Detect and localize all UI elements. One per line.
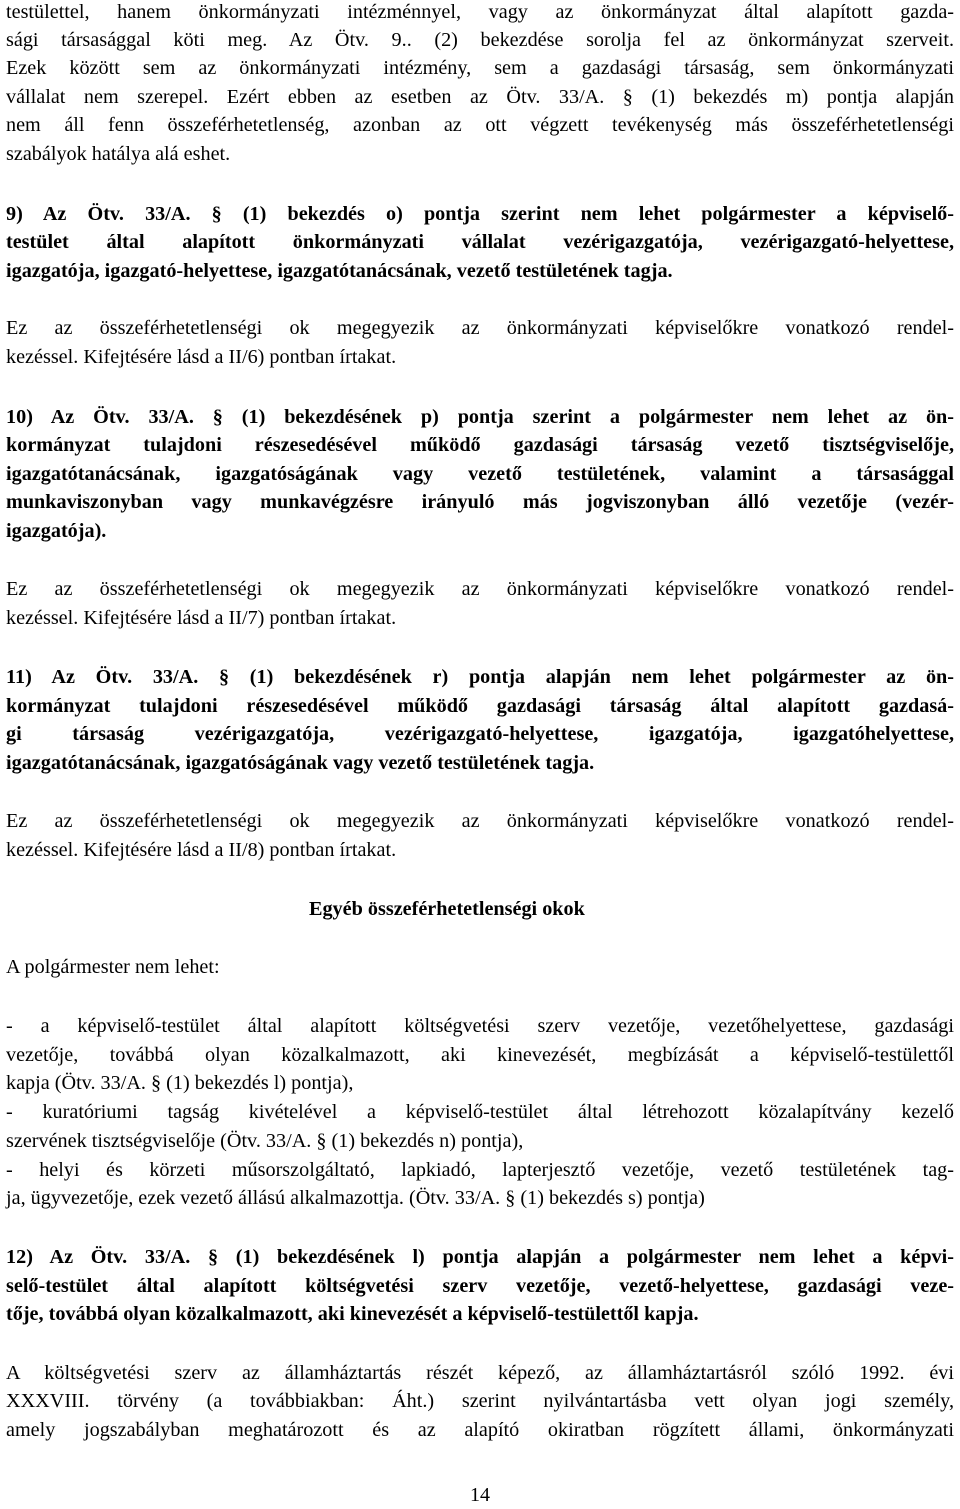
point-11-line: igazgatótanácsának, igazgatóságának vagy vezető testületének tagja. (6, 752, 595, 774)
point-10-line: 10) Az Ötv. 33/A. § (1) bekezdésének p) pontja szerint a polgármester nem lehet az ön- (6, 406, 954, 428)
text-line: Ezek között sem az önkormányzati intézmény, sem a gazdasági társaság, sem önkormányzati (6, 57, 954, 79)
point-12-line: tője, továbbá olyan közalkalmazott, aki kinevezését a képviselő-testülettől kapja. (6, 1303, 699, 1325)
text-line: Ez az összeférhetetlenségi ok megegyezik az önkormányzati képviselőkre vonatkozó rendel- (6, 810, 954, 832)
list-item-line: kapja (Ötv. 33/A. § (1) bekezdés l) pontja), (6, 1072, 354, 1094)
list-item-line: - kuratóriumi tagság kivételével a képviselő-testület által létrehozott közalapítvány kezelő (6, 1101, 954, 1123)
text-line: Ez az összeférhetetlenségi ok megegyezik az önkormányzati képviselőkre vonatkozó rendel- (6, 578, 954, 600)
text-line: kezéssel. Kifejtésére lásd a II/7) pontban írtakat. (6, 607, 397, 629)
point-12-line: selő-testület által alapított költségvetési szerv vezetője, vezető-helyettese, gazdasági veze- (6, 1275, 954, 1297)
list-item-line: - a képviselő-testület által alapított költségvetési szerv vezetője, vezetőhelyettese, gazdasági (6, 1015, 954, 1037)
list-item-line: vezetője, továbbá olyan közalkalmazott, aki kinevezését, megbízását a képviselő-testülettől (6, 1044, 954, 1066)
text-line: amely jogszabályban meghatározott és az alapító okiratban rögzített állami, önkormányzati (6, 1419, 954, 1441)
point-11-line: gi társaság vezérigazgatója, vezérigazgató-helyettese, igazgatója, igazgatóhelyettese, (6, 723, 954, 745)
text-line: vállalat nem szerepel. Ezért ebben az esetben az Ötv. 33/A. § (1) bekezdés m) pontja alapján (6, 86, 954, 108)
point-9-line: testület által alapított önkormányzati vállalat vezérigazgatója, vezérigazgató-helyettese, (6, 231, 954, 253)
text-line: sági társasággal köti meg. Az Ötv. 9.. (2) bekezdése sorolja fel az önkormányzat szerveit. (6, 29, 954, 51)
list-item-line: - helyi és körzeti műsorszolgáltató, lapkiadó, lapterjesztő vezetője, vezető testületének tag- (6, 1159, 954, 1181)
text-line: kezéssel. Kifejtésére lásd a II/8) pontban írtakat. (6, 839, 397, 861)
point-9-line: igazgatója, igazgató-helyettese, igazgatótanácsának, vezető testületének tagja. (6, 260, 673, 282)
section-heading: Egyéb összeférhetetlenségi okok (309, 898, 585, 920)
point-9-line: 9) Az Ötv. 33/A. § (1) bekezdés o) pontja szerint nem lehet polgármester a képviselő- (6, 203, 954, 225)
point-10-line: kormányzat tulajdoni részesedésével működő gazdasági társaság vezető tisztségviselője, (6, 434, 954, 456)
point-10-line: igazgatója). (6, 520, 107, 542)
list-item-line: ja, ügyvezetője, ezek vezető állású alkalmazottja. (Ötv. 33/A. § (1) bekezdés s) pontja) (6, 1187, 705, 1209)
point-10-line: munkaviszonyban vagy munkavégzésre irányuló más jogviszonyban álló vezetője (vezér- (6, 491, 954, 513)
point-10-line: igazgatótanácsának, igazgatóságának vagy vezető testületének, valamint a társasággal (6, 463, 954, 485)
text-line: A költségvetési szerv az államháztartás részét képező, az államháztartásról szóló 1992. évi (6, 1362, 954, 1384)
point-12-line: 12) Az Ötv. 33/A. § (1) bekezdésének l) pontja alapján a polgármester nem lehet a képvi- (6, 1246, 954, 1268)
intro-label: A polgármester nem lehet: (6, 956, 220, 978)
text-line: szabályok hatálya alá eshet. (6, 143, 231, 165)
list-item-line: szervének tisztségviselője (Ötv. 33/A. § (1) bekezdés n) pontja), (6, 1130, 524, 1152)
text-line: kezéssel. Kifejtésére lásd a II/6) pontban írtakat. (6, 346, 397, 368)
text-line: Ez az összeférhetetlenségi ok megegyezik az önkormányzati képviselőkre vonatkozó rendel- (6, 317, 954, 339)
point-11-line: 11) Az Ötv. 33/A. § (1) bekezdésének r) pontja alapján nem lehet polgármester az ön- (6, 666, 954, 688)
page-number: 14 (470, 1484, 490, 1506)
text-line: nem áll fenn összeférhetetlenség, azonban az ott végzett tevékenység más összeférhetetlenségi (6, 114, 954, 136)
point-11-line: kormányzat tulajdoni részesedésével működő gazdasági társaság által alapított gazdasá- (6, 695, 954, 717)
text-line: XXXVIII. törvény (a továbbiakban: Áht.) szerint nyilvántartásba vett olyan jogi személy, (6, 1390, 954, 1412)
text-line: testülettel, hanem önkormányzati intézménnyel, vagy az önkormányzat által alapított gazda- (6, 1, 954, 23)
